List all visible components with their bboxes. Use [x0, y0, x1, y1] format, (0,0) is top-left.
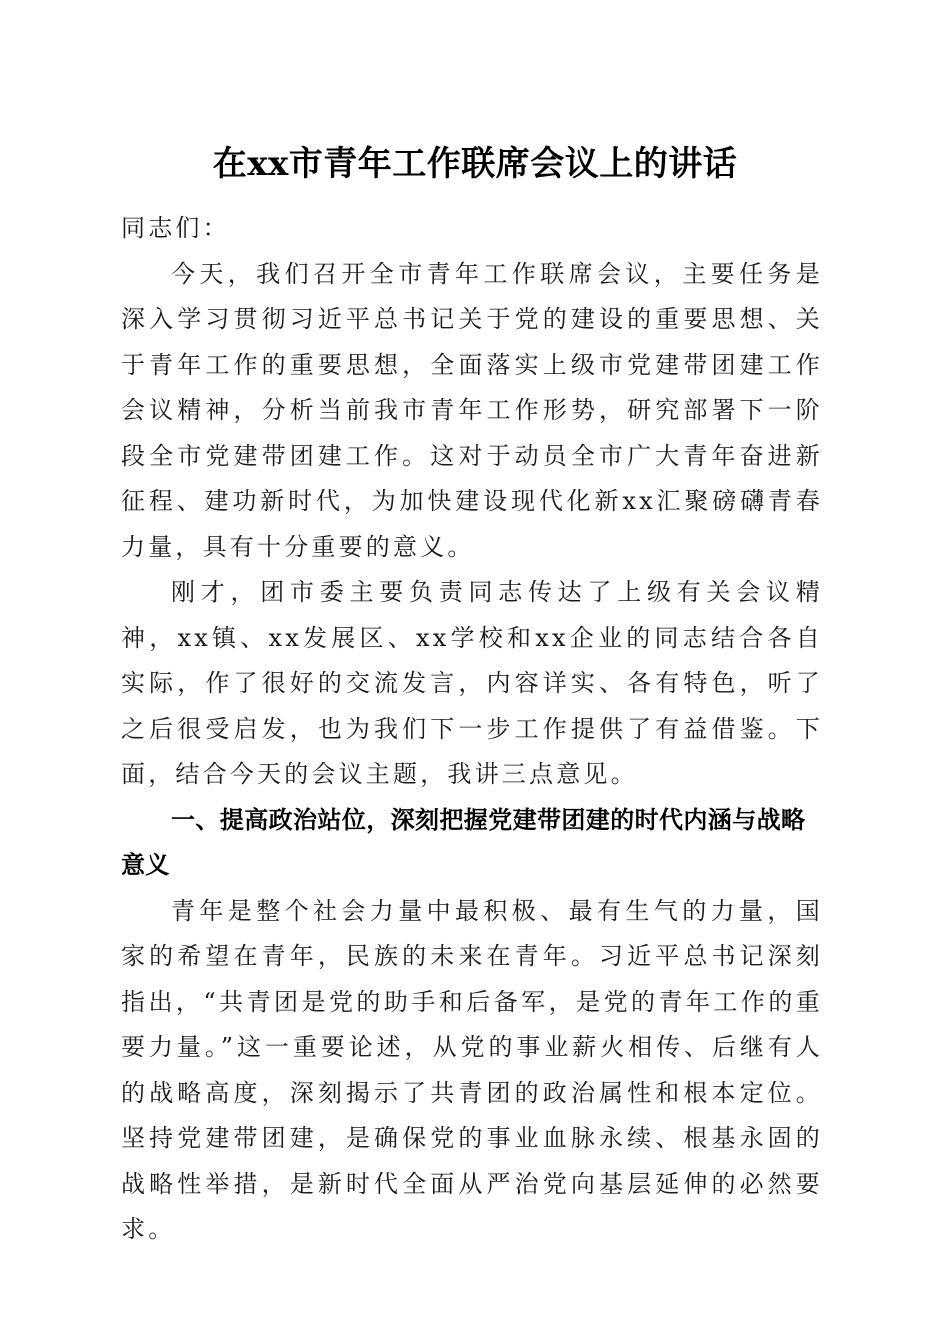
paragraph-intro: 今天，我们召开全市青年工作联席会议，主要任务是深入学习贯彻习近平总书记关于党的建设的重要思想、关于青年工作的重要思想，全面落实上级市党建带团建工作会议精神，分析当前我市青年工作形势，研究部署下一阶段全市党建带团建工作。这对于动员全市广大青年奋进新征程、建功新时代，为加快建设现代化新xx汇聚磅礴青春力量，具有十分重要的意义。	[121, 259, 823, 561]
paragraph-section-1: 青年是整个社会力量中最积极、最有生气的力量，国家的希望在青年，民族的未来在青年。习近平总书记深刻指出，“共青团是党的助手和后备军，是党的青年工作的重要力量。”这一重要论述，从党的事业薪火相传、后继有人的战略高度，深刻揭示了共青团的政治属性和根本定位。坚持党建带团建，是确保党的事业血脉永续、根基永固的战略性举措，是新时代全面从严治党向基层延伸的必然要求。	[121, 896, 823, 1243]
paragraph-review: 刚才，团市委主要负责同志传达了上级有关会议精神，xx镇、xx发展区、xx学校和xx企业的同志结合各自实际，作了很好的交流发言，内容详实、各有特色，听了之后很受启发，也为我们下一步工作提供了有益借鉴。下面，结合今天的会议主题，我讲三点意见。	[121, 578, 823, 788]
section-heading-1: 一、提高政治站位，深刻把握党建带团建的时代内涵与战略意义	[121, 805, 806, 879]
salutation: 同志们：	[121, 214, 230, 242]
document-body	[121, 206, 823, 1253]
document-title: 在xx市青年工作联席会议上的讲话	[212, 144, 738, 184]
